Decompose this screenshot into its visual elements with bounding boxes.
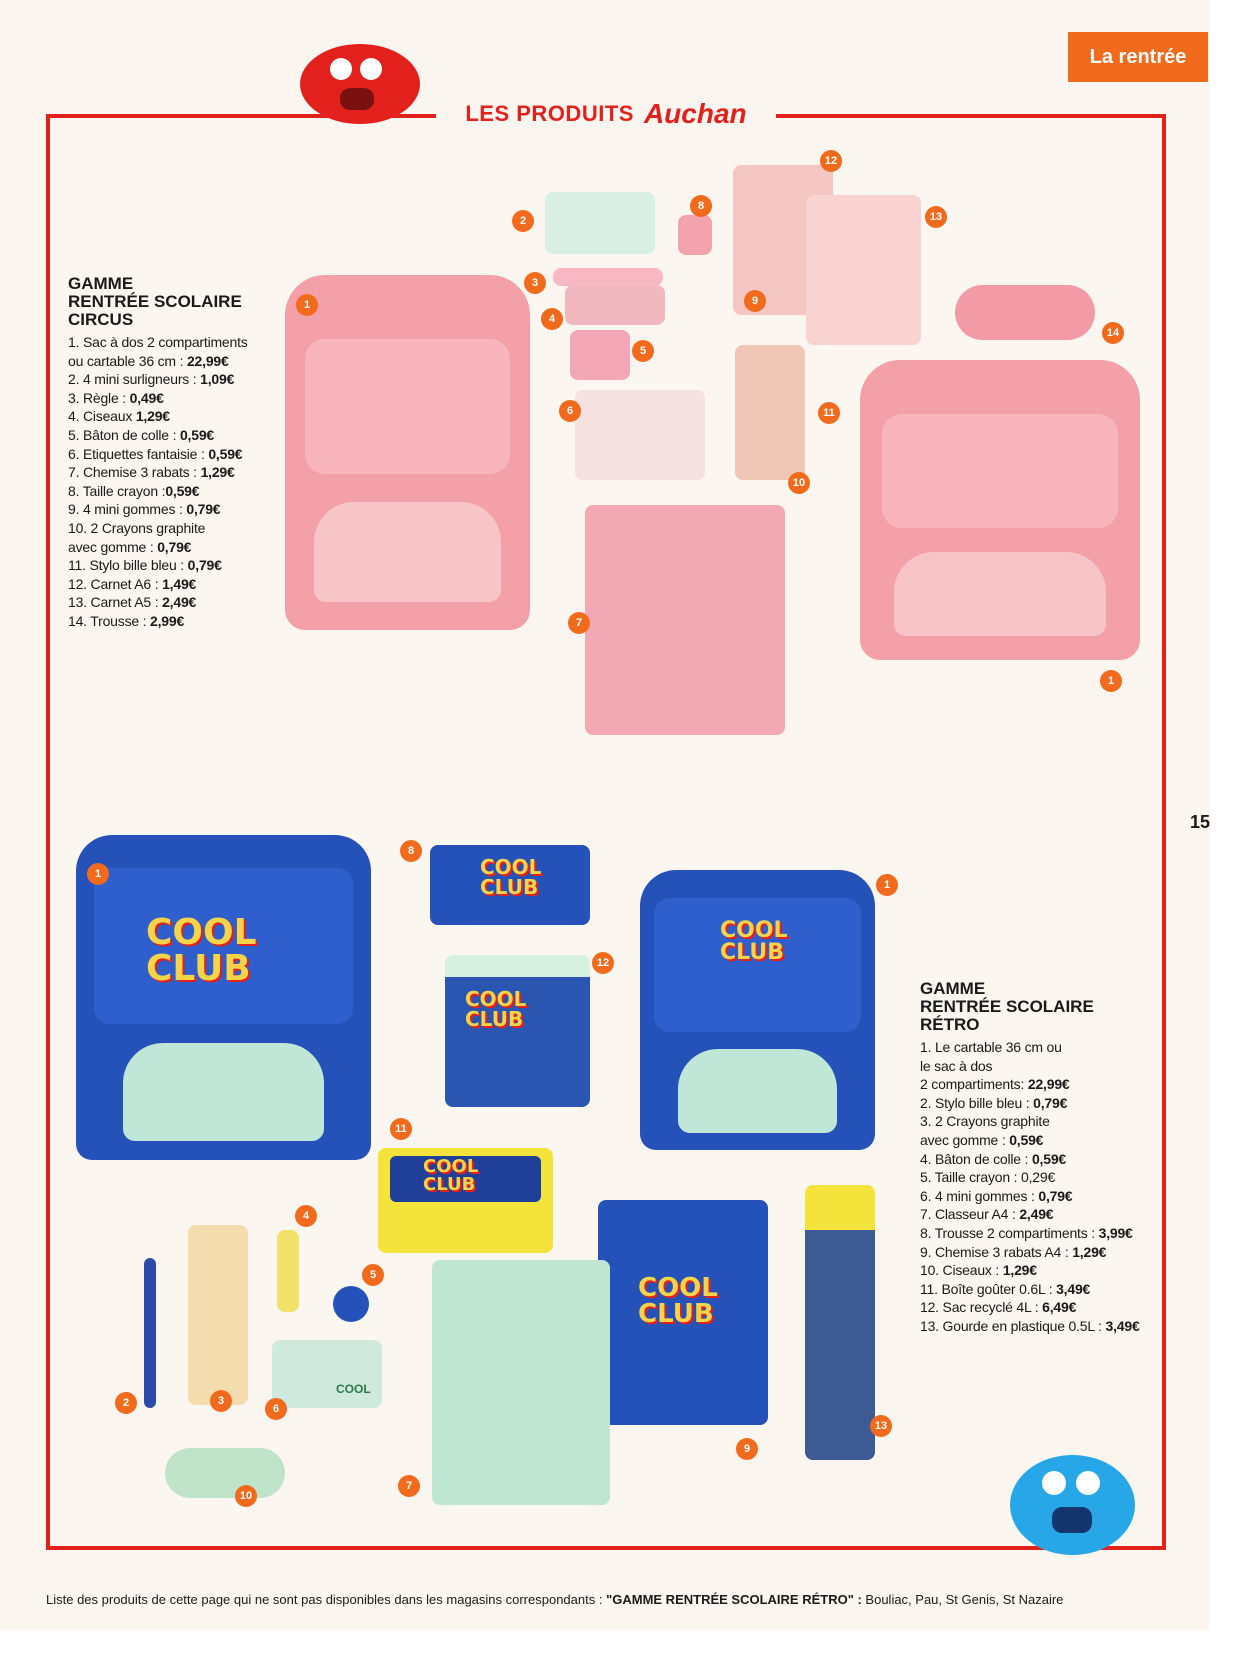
list-item: ou cartable 36 cm : 22,99€ bbox=[68, 352, 229, 369]
list-item: 9. 4 mini gommes : 0,79€ bbox=[68, 501, 221, 518]
circus-notebook-a5-image bbox=[806, 195, 921, 345]
list-item: 8. Trousse 2 compartiments : 3,99€ bbox=[920, 1224, 1133, 1241]
marker: 11 bbox=[390, 1118, 412, 1140]
marker: 10 bbox=[788, 472, 810, 494]
list-item: le sac à dos bbox=[920, 1057, 993, 1074]
circus-scissors-image bbox=[565, 285, 665, 325]
list-item: 12. Sac recyclé 4L : 6,49€ bbox=[920, 1299, 1077, 1316]
circus-pencils-image bbox=[735, 345, 805, 480]
marker: 1 bbox=[296, 294, 318, 316]
circus-highlighters-image bbox=[545, 192, 655, 254]
list-item: 5. Taille crayon : 0,29€ bbox=[920, 1169, 1056, 1186]
red-monster-icon bbox=[300, 44, 420, 124]
brand-header bbox=[436, 96, 776, 132]
list-item: 2. 4 mini surligneurs : 1,09€ bbox=[68, 371, 235, 388]
list-item: 4. Ciseaux 1,29€ bbox=[68, 408, 170, 425]
retro-lunch-box-image: COOL CLUB bbox=[378, 1148, 553, 1253]
marker: 2 bbox=[512, 210, 534, 232]
retro-folder-image bbox=[432, 1260, 610, 1505]
marker: 7 bbox=[398, 1475, 420, 1497]
retro-sharpener-image bbox=[333, 1286, 369, 1322]
auchan-logo: Auchan bbox=[643, 98, 747, 129]
list-item: avec gomme : 0,79€ bbox=[68, 538, 192, 555]
brand-label: LES PRODUITS bbox=[465, 101, 634, 126]
list-item: 5. Bâton de colle : 0,59€ bbox=[68, 426, 215, 443]
retro-product-list bbox=[920, 980, 1170, 1336]
retro-scissors-image bbox=[165, 1448, 285, 1498]
list-item: 6. 4 mini gommes : 0,79€ bbox=[920, 1187, 1073, 1204]
list-item: 7. Classeur A4 : 2,49€ bbox=[920, 1206, 1054, 1223]
circus-ruler-image bbox=[553, 268, 663, 286]
list-item: 10. 2 Crayons graphite bbox=[68, 519, 206, 536]
marker: 2 bbox=[115, 1392, 137, 1414]
marker: 11 bbox=[818, 402, 840, 424]
marker: 4 bbox=[295, 1205, 317, 1227]
circus-glue-image bbox=[570, 330, 630, 380]
retro-satchel-image bbox=[76, 835, 371, 1160]
marker: 5 bbox=[632, 340, 654, 362]
circus-sharpener-image bbox=[678, 215, 712, 255]
list-item: 8. Taille crayon :0,59€ bbox=[68, 482, 200, 499]
list-item: 1. Sac à dos 2 compartiments bbox=[68, 334, 248, 350]
retro-pencils-image bbox=[188, 1225, 248, 1405]
list-item: 11. Boîte goûter 0.6L : 3,49€ bbox=[920, 1280, 1091, 1297]
marker: 6 bbox=[265, 1398, 287, 1420]
retro-binder-image: COOL CLUB bbox=[598, 1200, 768, 1425]
marker: 1 bbox=[1100, 670, 1122, 692]
list-item: 3. 2 Crayons graphite bbox=[920, 1113, 1050, 1130]
cool-club-print: COOL CLUB bbox=[146, 912, 257, 989]
list-item: 10. Ciseaux : 1,29€ bbox=[920, 1262, 1037, 1279]
list-item: 13. Carnet A5 : 2,49€ bbox=[68, 594, 197, 611]
marker: 1 bbox=[87, 863, 109, 885]
list-item: 1. Le cartable 36 cm ou bbox=[920, 1039, 1062, 1055]
list-item: 2. Stylo bille bleu : 0,79€ bbox=[920, 1094, 1068, 1111]
list-item: 12. Carnet A6 : 1,49€ bbox=[68, 575, 197, 592]
list-item: 4. Bâton de colle : 0,59€ bbox=[920, 1150, 1067, 1167]
marker: 4 bbox=[541, 308, 563, 330]
circus-title: GAMME RENTRÉE SCOLAIRE CIRCUS bbox=[68, 274, 242, 329]
circus-folder-image bbox=[585, 505, 785, 735]
marker: 12 bbox=[820, 150, 842, 172]
list-item: 13. Gourde en plastique 0.5L : 3,49€ bbox=[920, 1317, 1140, 1334]
marker: 13 bbox=[925, 206, 947, 228]
section-badge: La rentrée bbox=[1068, 32, 1208, 82]
blue-monster-icon bbox=[1010, 1455, 1135, 1555]
marker: 8 bbox=[690, 195, 712, 217]
list-item: 14. Trousse : 2,99€ bbox=[68, 612, 185, 629]
list-item: 7. Chemise 3 rabats : 1,29€ bbox=[68, 464, 235, 481]
marker: 12 bbox=[592, 952, 614, 974]
availability-footnote: Liste des produits de cette page qui ne sont pas disponibles dans les magasins correspondants : "GAMME RENTRÉE SCOLAIRE RÉTRO" : Bouliac, Pau, St Genis, St Nazaire bbox=[46, 1592, 1064, 1607]
list-item: avec gomme : 0,59€ bbox=[920, 1131, 1044, 1148]
marker: 14 bbox=[1102, 322, 1124, 344]
list-item: 9. Chemise 3 rabats A4 : 1,29€ bbox=[920, 1243, 1107, 1260]
retro-pen-image bbox=[144, 1258, 156, 1408]
list-item: 6. Etiquettes fantaisie : 0,59€ bbox=[68, 445, 243, 462]
retro-glue-image bbox=[277, 1230, 299, 1312]
marker: 8 bbox=[400, 840, 422, 862]
retro-recycled-bag-image: COOL CLUB bbox=[445, 955, 590, 1107]
marker: 5 bbox=[362, 1264, 384, 1286]
list-item: 3. Règle : 0,49€ bbox=[68, 389, 164, 406]
circus-product-list bbox=[68, 275, 318, 631]
marker: 6 bbox=[559, 400, 581, 422]
circus-labels-image bbox=[575, 390, 705, 480]
marker: 3 bbox=[210, 1390, 232, 1412]
marker: 13 bbox=[870, 1415, 892, 1437]
cool-sticker: COOL bbox=[336, 1382, 371, 1396]
list-item: 2 compartiments: 22,99€ bbox=[920, 1076, 1070, 1093]
list-item: 11. Stylo bille bleu : 0,79€ bbox=[68, 557, 222, 574]
page-number: 15 bbox=[1190, 812, 1211, 832]
retro-pencil-case-image: COOL CLUB bbox=[430, 845, 590, 925]
circus-backpack-image bbox=[285, 275, 530, 630]
marker: 3 bbox=[524, 272, 546, 294]
cool-club-print: COOL CLUB bbox=[720, 918, 788, 965]
circus-satchel-image bbox=[860, 360, 1140, 660]
marker: 1 bbox=[876, 874, 898, 896]
marker: 9 bbox=[744, 290, 766, 312]
marker: 7 bbox=[568, 612, 590, 634]
marker: 10 bbox=[235, 1485, 257, 1507]
marker: 9 bbox=[736, 1438, 758, 1460]
retro-title: GAMME RENTRÉE SCOLAIRE RÉTRO bbox=[920, 979, 1094, 1034]
retro-bottle-image bbox=[805, 1185, 875, 1460]
retro-erasers-image bbox=[272, 1340, 382, 1408]
retro-backpack-image bbox=[640, 870, 875, 1150]
circus-pencil-case-image bbox=[955, 285, 1095, 340]
